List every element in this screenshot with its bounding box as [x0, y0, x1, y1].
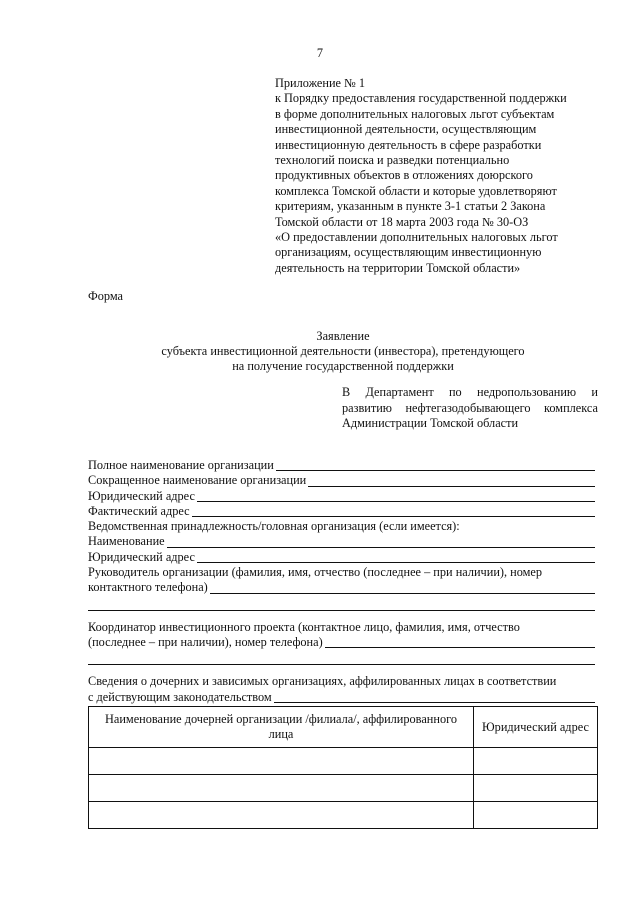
subsidiaries-table: [88, 706, 598, 829]
table-row: [89, 775, 598, 802]
parent-org-label: Ведомственная принадлежность/головная организация (если имеется):: [88, 519, 460, 534]
table-cell[interactable]: [89, 802, 474, 829]
actual-address-label: Фактический адрес: [88, 503, 190, 518]
table-cell[interactable]: [474, 775, 598, 802]
head-row-2: [88, 580, 595, 595]
table-row: [89, 802, 598, 829]
table-row: [89, 748, 598, 775]
coordinator-row-1: [88, 620, 595, 635]
table-cell[interactable]: [89, 748, 474, 775]
title-line: субъекта инвестиционной деятельности (инвестора), претендующего: [161, 344, 525, 358]
coordinator-extra-line[interactable]: [88, 650, 595, 665]
coordinator-field[interactable]: [325, 636, 595, 648]
appendix-line: критериям, указанным в пункте 3-1 статьи 2 Закона: [275, 199, 546, 214]
parent-name-field[interactable]: [167, 536, 595, 548]
appendix-header: [275, 76, 597, 276]
appendix-line: технологий поиска и разведки потенциально: [275, 153, 510, 168]
coordinator-label: Координатор инвестиционного проекта (контактное лицо, фамилия, имя, отчество: [88, 619, 520, 634]
table-cell[interactable]: [474, 802, 598, 829]
subsidiaries-label-cont: с действующим законодательством: [88, 689, 272, 704]
title-line: на получение государственной поддержки: [232, 359, 454, 373]
page-number: 7: [316, 46, 324, 60]
table-header-address: Юридический адрес: [474, 707, 598, 748]
appendix-line: Томской области от 18 марта 2003 года № 30-ОЗ: [275, 214, 529, 229]
legal-address-row: [88, 489, 595, 504]
head-row-1: [88, 565, 595, 580]
actual-address-field[interactable]: [192, 505, 595, 517]
legal-address-label: Юридический адрес: [88, 488, 195, 503]
appendix-line: организациям, осуществляющим инвестиционную: [275, 245, 542, 260]
short-name-field[interactable]: [308, 475, 595, 487]
appendix-line: продуктивных объектов в отложениях доюрского: [275, 168, 533, 183]
actual-address-row: [88, 504, 595, 519]
parent-name-label: Наименование: [88, 534, 165, 549]
subsidiaries-row-1: [88, 674, 595, 689]
head-label: Руководитель организации (фамилия, имя, отчество (последнее – при наличии), номер: [88, 565, 543, 580]
recipient-block: В Департамент по недропользованию и развитию нефтегазодобывающего комплекса Администрации Томской области: [342, 385, 598, 431]
head-label-cont: контактного телефона): [88, 580, 208, 595]
subsidiaries-row-2: [88, 690, 595, 705]
appendix-line: к Порядку предоставления государственной поддержки: [275, 91, 567, 106]
appendix-line: деятельность на территории Томской области»: [275, 260, 521, 275]
full-name-field[interactable]: [276, 459, 595, 471]
application-title: [88, 329, 598, 374]
appendix-line: инвестиционную деятельность в сфере разработки: [275, 137, 542, 152]
parent-name-row: [88, 534, 595, 549]
head-extra-line[interactable]: [88, 596, 595, 611]
table-header-name: Наименование дочерней организации /филиала/, аффилированного лица: [89, 707, 474, 748]
table-header-row: [89, 707, 598, 748]
appendix-line: Приложение № 1: [275, 76, 366, 90]
form-label: Форма: [88, 289, 123, 303]
table-cell[interactable]: [89, 775, 474, 802]
legal-address-field[interactable]: [197, 490, 595, 502]
title-line: Заявление: [316, 329, 370, 343]
form-fields: [88, 458, 595, 705]
coordinator-row-2: [88, 635, 595, 650]
appendix-line: «О предоставлении дополнительных налоговых льгот: [275, 230, 558, 245]
head-field[interactable]: [210, 582, 595, 594]
parent-legal-address-label: Юридический адрес: [88, 549, 195, 564]
short-name-label: Сокращенное наименование организации: [88, 473, 307, 488]
parent-legal-address-row: [88, 550, 595, 565]
appendix-line: инвестиционной деятельности, осуществляющим: [275, 122, 537, 137]
appendix-line: комплекса Томской области и которые удовлетворяют: [275, 183, 557, 198]
subsidiaries-field[interactable]: [274, 691, 595, 703]
appendix-line: в форме дополнительных налоговых льгот субъектам: [275, 106, 555, 121]
short-name-row: [88, 473, 595, 488]
coordinator-label-cont: (последнее – при наличии), номер телефона): [88, 634, 323, 649]
full-name-row: [88, 458, 595, 473]
subsidiaries-label: Сведения о дочерних и зависимых организациях, аффилированных лицах в соответствии: [88, 674, 557, 689]
full-name-label: Полное наименование организации: [88, 458, 274, 472]
parent-org-row: [88, 519, 595, 534]
parent-legal-address-field[interactable]: [197, 551, 595, 563]
table-cell[interactable]: [474, 748, 598, 775]
